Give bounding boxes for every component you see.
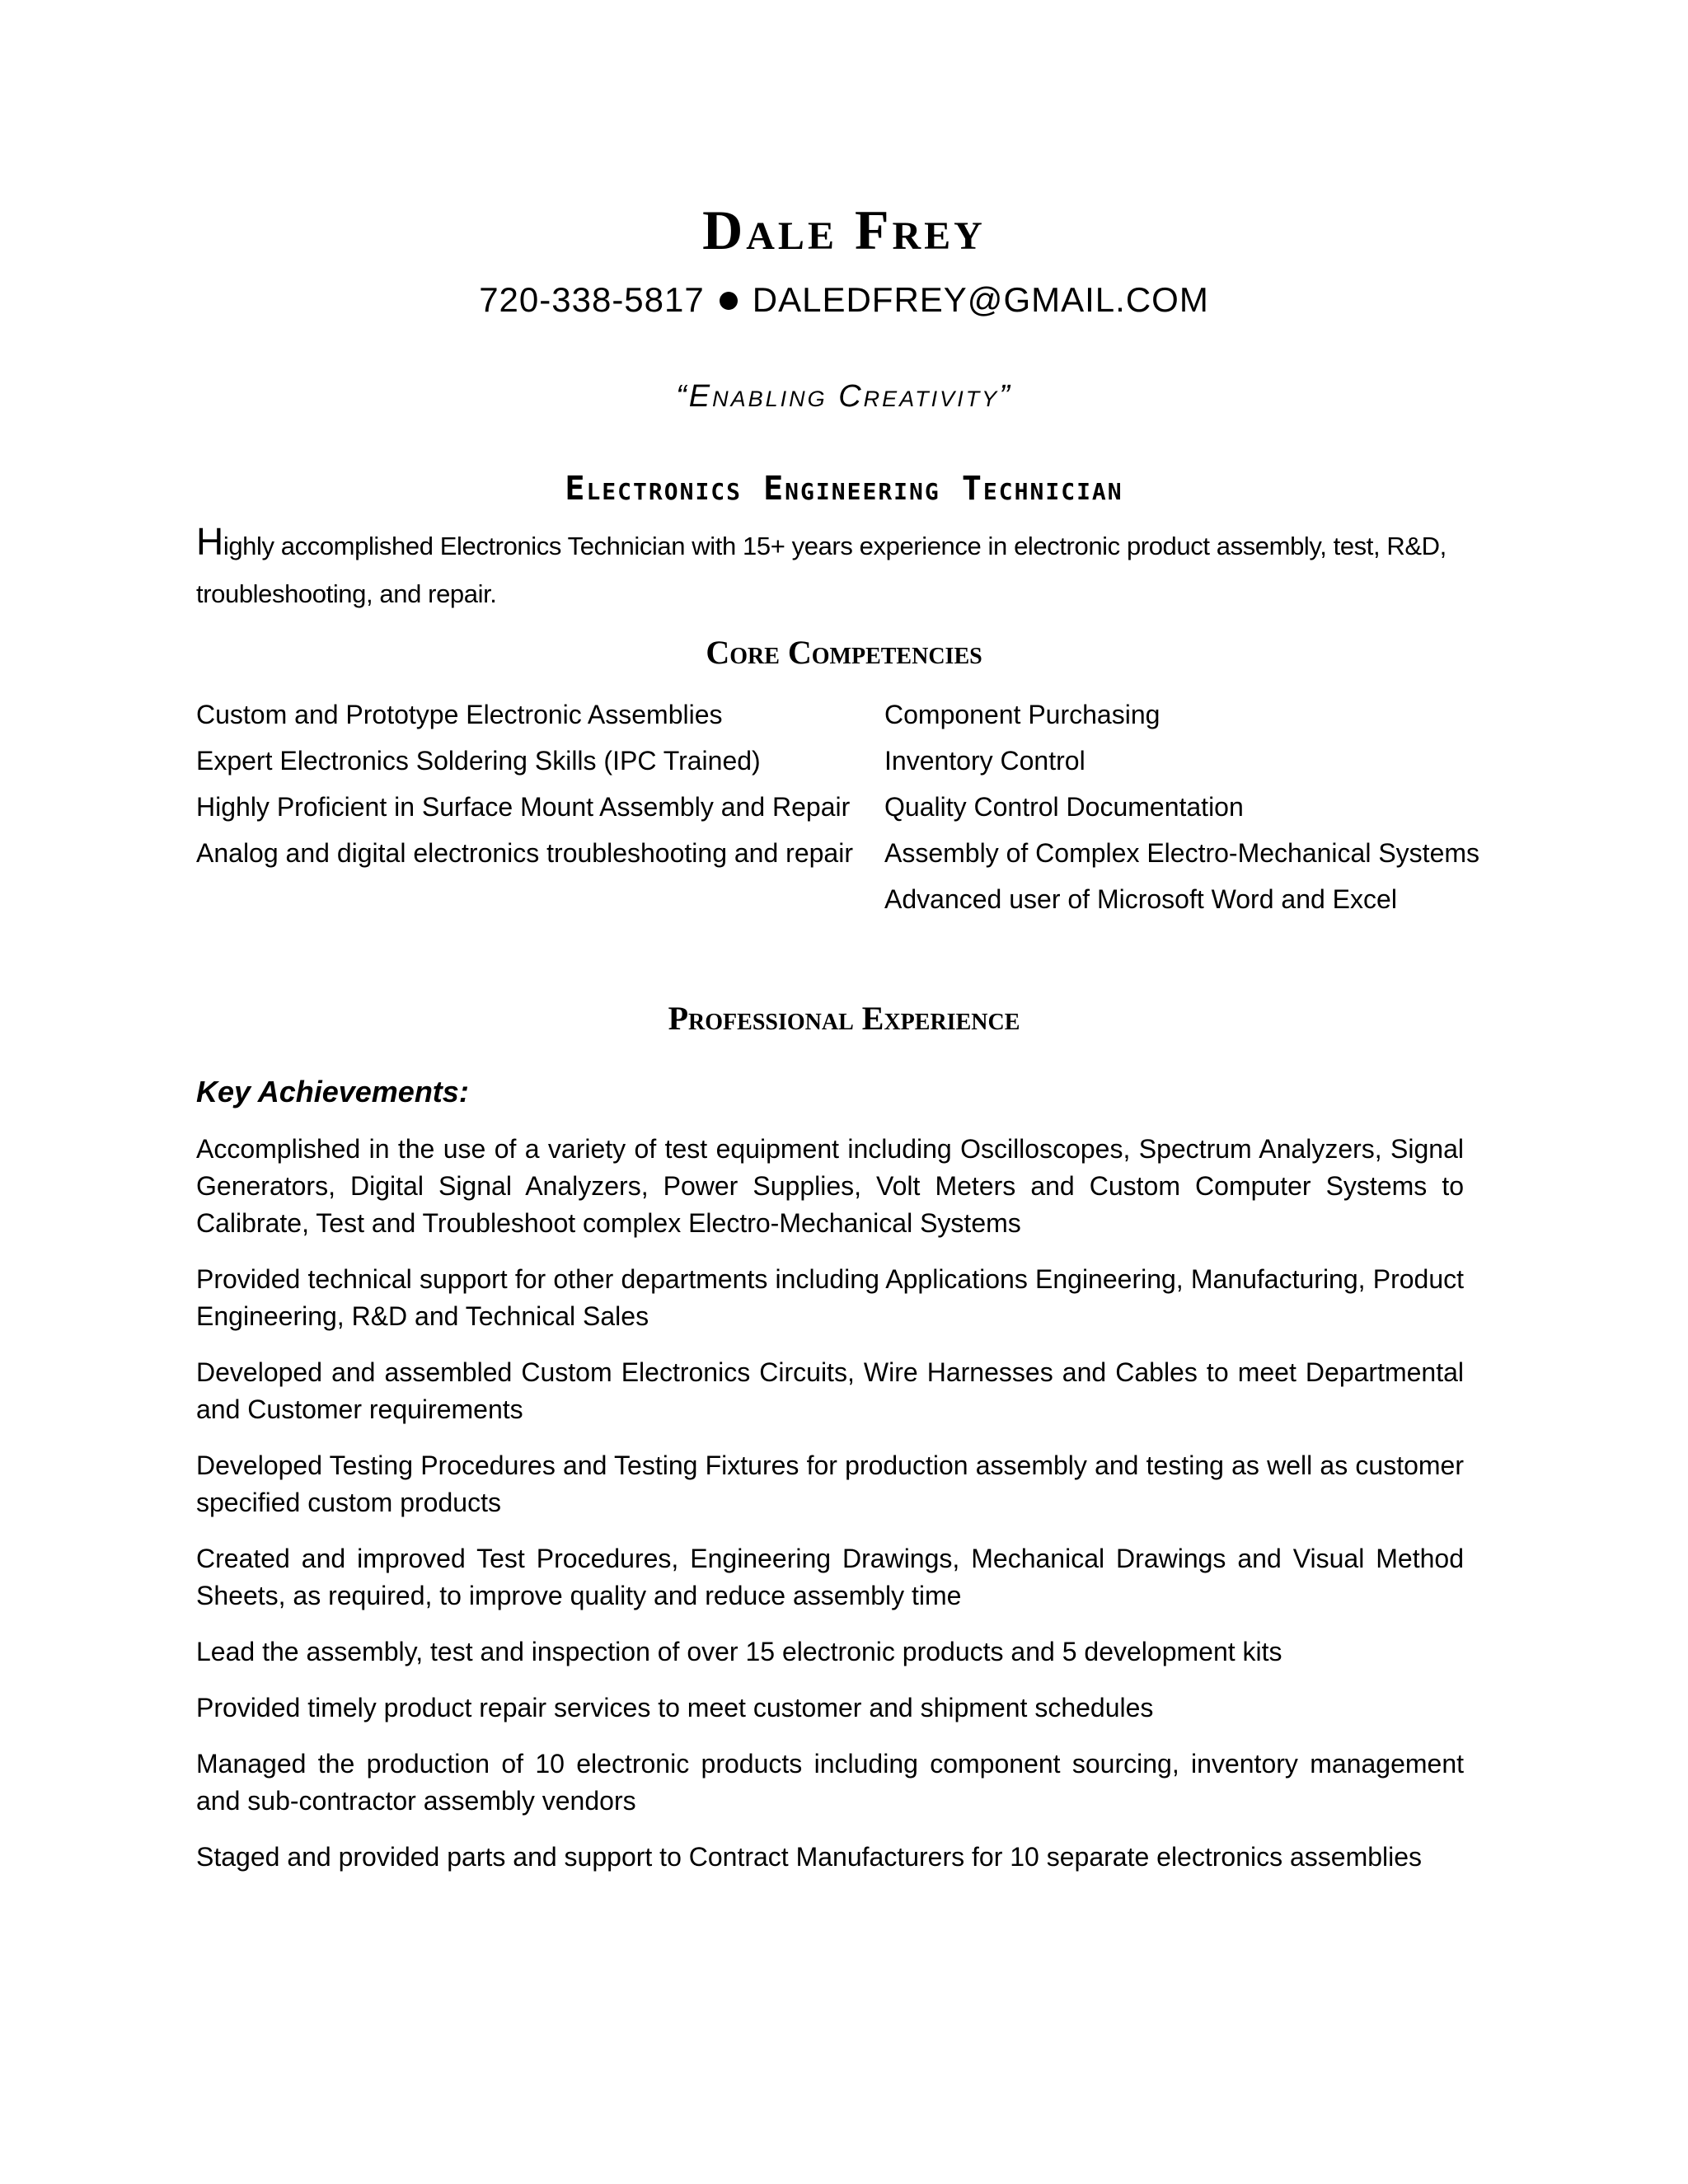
candidate-name: Dale Frey xyxy=(702,199,986,261)
phone-number: 720-338-5817 xyxy=(479,280,705,319)
summary-paragraph xyxy=(196,518,1482,618)
summary-dropcap: H xyxy=(196,520,223,563)
competency-item: Highly Proficient in Surface Mount Assembly and Repair xyxy=(196,792,851,822)
competency-item: Expert Electronics Soldering Skills (IPC Trained) xyxy=(196,746,761,776)
competency-item: Analog and digital electronics troubleshooting and repair xyxy=(196,838,853,868)
bullet-separator-icon xyxy=(720,292,738,310)
competencies-right-column xyxy=(884,697,1511,928)
achievement-item: Accomplished in the use of a variety of test equipment including Oscilloscopes, Spectrum Analyzers, Signal Generators, Digital Signal Analyzers, Power Supplies, Volt Meters and Custom Computer Systems to Calibrate, Test and Troubleshoot complex Electro-Mechanical Systems xyxy=(196,1134,1464,1238)
achievement-item: Staged and provided parts and support to Contract Manufacturers for 10 separate electronics assemblies xyxy=(196,1842,1423,1872)
competencies-left-column xyxy=(196,697,857,882)
summary-text: ighly accomplished Electronics Technician with 15+ years experience in electronic product assembly, test, R&D, troubleshooting, and repair. xyxy=(196,532,1447,608)
core-competencies-heading: Core Competencies xyxy=(706,634,982,671)
tagline: “Enabling Creativity” xyxy=(676,379,1012,414)
achievement-item: Provided timely product repair services to meet customer and shipment schedules xyxy=(196,1693,1154,1722)
achievement-item: Managed the production of 10 electronic products including component sourcing, inventory management and sub-contractor assembly vendors xyxy=(196,1749,1464,1816)
achievement-item: Developed Testing Procedures and Testing Fixtures for production assembly and testing as well as customer specified custom products xyxy=(196,1451,1464,1517)
competency-item: Component Purchasing xyxy=(884,700,1160,729)
achievement-item: Provided technical support for other departments including Applications Engineering, Manufacturing, Product Engineering, R&D and Technical Sales xyxy=(196,1264,1464,1331)
achievement-item: Developed and assembled Custom Electronics Circuits, Wire Harnesses and Cables to meet Departmental and Customer requirements xyxy=(196,1357,1464,1424)
competency-item: Custom and Prototype Electronic Assemblies xyxy=(196,700,723,729)
competency-item: Quality Control Documentation xyxy=(884,792,1244,822)
key-achievements-heading: Key Achievements: xyxy=(196,1075,469,1108)
email-address: DALEDFREY@GMAIL.COM xyxy=(752,280,1209,319)
achievement-item: Lead the assembly, test and inspection of over 15 electronic products and 5 development kits xyxy=(196,1637,1282,1666)
competency-item: Advanced user of Microsoft Word and Excel xyxy=(884,884,1397,914)
achievements-list xyxy=(196,1131,1464,1895)
achievement-item: Created and improved Test Procedures, Engineering Drawings, Mechanical Drawings and Visual Method Sheets, as required, to improve quality and reduce assembly time xyxy=(196,1544,1464,1610)
competency-item: Assembly of Complex Electro-Mechanical Systems xyxy=(884,838,1480,868)
job-title: Electronics Engineering Technician xyxy=(565,470,1123,508)
contact-line xyxy=(0,280,1688,320)
professional-experience-heading: Professional Experience xyxy=(668,1000,1020,1037)
competency-item: Inventory Control xyxy=(884,746,1085,776)
